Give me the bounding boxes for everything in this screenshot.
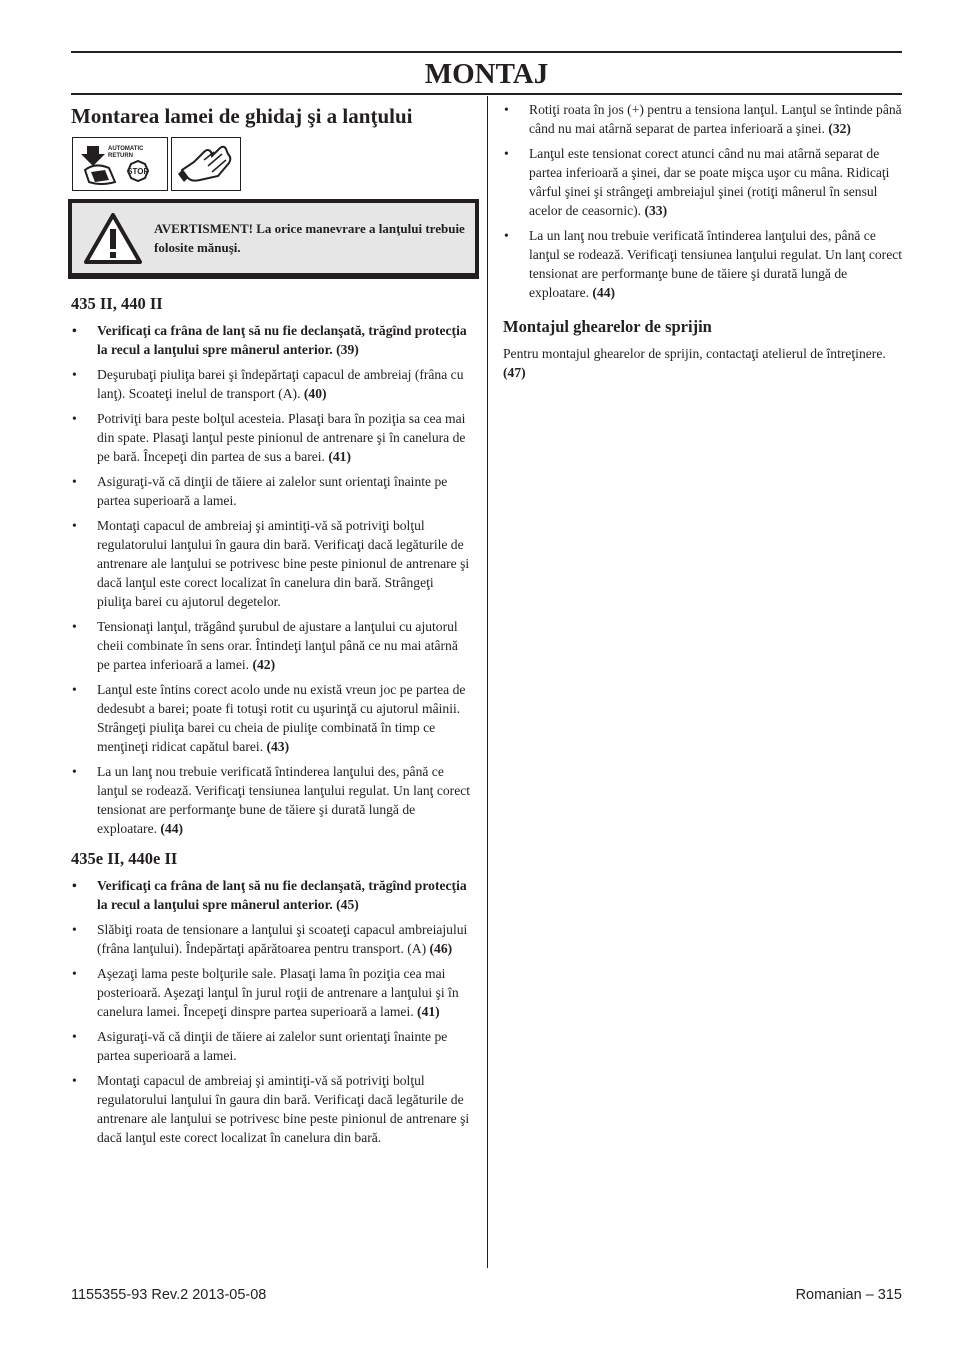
support-claws-paragraph: Pentru montajul ghearelor de sprijin, contactaţi atelierul de întreţinere. (47) [503, 346, 886, 380]
instruction-list-3 [503, 100, 903, 302]
instruction-list-1 [71, 321, 471, 838]
list-item: • Asiguraţi-vă că dinţii de tăiere ai zalelor sunt orientaţi înainte pe partea superioară a lamei. [71, 472, 471, 510]
list-item: • Asiguraţi-vă că dinţii de tăiere ai zalelor sunt orientaţi înainte pe partea superioară a lamei. [71, 1027, 471, 1065]
list-item: • La un lanţ nou trebuie verificată întinderea lanţului des, până ce lanţul se rodează. Verificaţi tensiunea lanţului regulat. Un lanţ corect tensionat are performanţe bune de tăiere şi durată lungă de exploatare. (44) [71, 762, 471, 838]
section-title: MONTAJ [424, 58, 549, 90]
list-item: • Lanţul este tensionat corect atunci când nu mai atârnă separat de partea inferioară a şinei, dar se poate mişca uşor cu mâna. Ridicaţi vârful şinei şi strângeţi ambreiajul şinei (rotiţi mânerul în sensul acelor de ceasornic). (33) [503, 144, 903, 220]
right-column [503, 100, 903, 382]
column-divider [487, 96, 488, 1268]
list-item: • Verificaţi ca frâna de lanţ să nu fie declanşată, trăgînd protecţia la recul a lanţului spre mânerul anterior. (39) [71, 321, 471, 359]
gloves-icon [171, 137, 241, 191]
list-item: • Verificaţi ca frâna de lanţ să nu fie declanşată, trăgînd protecţia la recul a lanţului spre mânerul anterior. (45) [71, 876, 471, 914]
chain-brake-icon [72, 137, 168, 191]
list-item: • La un lanţ nou trebuie verificată întinderea lanţului des, până ce lanţul se rodează. Verificaţi tensiunea lanţului regulat. Un lanţ corect tensionat are performanţe bune de tăiere şi durată lungă de exploatare. (44) [503, 226, 903, 302]
list-item: • Potriviţi bara peste bolţul acesteia. Plasaţi bara în poziţia sa cea mai din spate. Plasaţi lanţul peste pinionul de antrenare şi în canelura de pe bară. Începeţi din partea de sus a barei. (41) [71, 409, 471, 466]
symbol-icons [72, 137, 471, 191]
left-column [71, 100, 471, 1153]
automatic-label: AUTOMATIC [108, 146, 144, 152]
header-rule-bottom [71, 93, 902, 95]
footer-page-number: Romanian – 315 [795, 1287, 902, 1303]
warning-triangle-icon [72, 211, 154, 265]
stop-label: STOP [127, 167, 149, 176]
page-heading: Montarea lamei de ghidaj şi a lanţului [71, 104, 413, 128]
warning-box [68, 199, 479, 279]
list-item: • Montaţi capacul de ambreiaj şi amintiţi-vă să potriviţi bolţul regulatorului lanţului în gaura din bară. Verificaţi dacă legăturile de antrenare ale lanţului se potrivesc bine peste pinionul de antrenare şi dacă lanţul este corect localizat în canelura din bară. Strângeţi piuliţa barei cu ajutorul degetelor. [71, 516, 471, 611]
warning-text: AVERTISMENT! La orice manevrare a lanţului trebuie folosite mănuşi. [154, 221, 465, 255]
instruction-list-2 [71, 876, 471, 1147]
list-item: • Aşezaţi lama peste bolţurile sale. Plasaţi lama în poziţia cea mai posterioară. Aşezaţi lanţul în jurul roţii de antrenare a lanţului şi în canelura lamei. Începeţi dinspre partea superioară a lamei. (41) [71, 964, 471, 1021]
list-item: • Montaţi capacul de ambreiaj şi amintiţi-vă să potriviţi bolţul regulatorului lanţului în gaura din bară. Verificaţi dacă legăturile de antrenare ale lanţului se potrivesc bine peste pinionul de antrenare şi dacă lanţul este corect localizat în canelura din bară. [71, 1071, 471, 1147]
subheading-435-440: 435 II, 440 II [71, 294, 163, 313]
list-item: • Slăbiţi roata de tensionare a lanţului şi scoateţi capacul ambreiajului (frâna lanţului). Îndepărtaţi apărătoarea pentru transport. (A) (46) [71, 920, 471, 958]
subheading-support-claws: Montajul ghearelor de sprijin [503, 317, 712, 336]
list-item: • Tensionaţi lanţul, trăgând şurubul de ajustare a lanţului cu ajutorul cheii combinate în sens orar. Întindeţi lanţul până ce nu mai atârnă pe partea inferioară a lamei. (42) [71, 617, 471, 674]
list-item: • Deşurubaţi piuliţa barei şi îndepărtaţi capacul de ambreiaj (frâna cu lanţ). Scoateţi inelul de transport (A). (40) [71, 365, 471, 403]
return-label: RETURN [108, 153, 133, 159]
list-item: • Lanţul este întins corect acolo unde nu există vreun joc pe partea de dedesubt a barei; poate fi totuşi rotit cu uşurinţă cu ajutorul mâinii. Strângeţi piuliţa barei cu cheia de piuliţe combinată în timp ce menţineţi ridicat capătul barei. (43) [71, 680, 471, 756]
subheading-435e-440e: 435e II, 440e II [71, 849, 178, 868]
header-rule-top [71, 51, 902, 53]
list-item: • Rotiţi roata în jos (+) pentru a tensiona lanţul. Lanţul se întinde până când nu mai atârnă separat de partea inferioară a şinei. (32) [503, 100, 903, 138]
footer-doc-id: 1155355-93 Rev.2 2013-05-08 [71, 1287, 267, 1303]
